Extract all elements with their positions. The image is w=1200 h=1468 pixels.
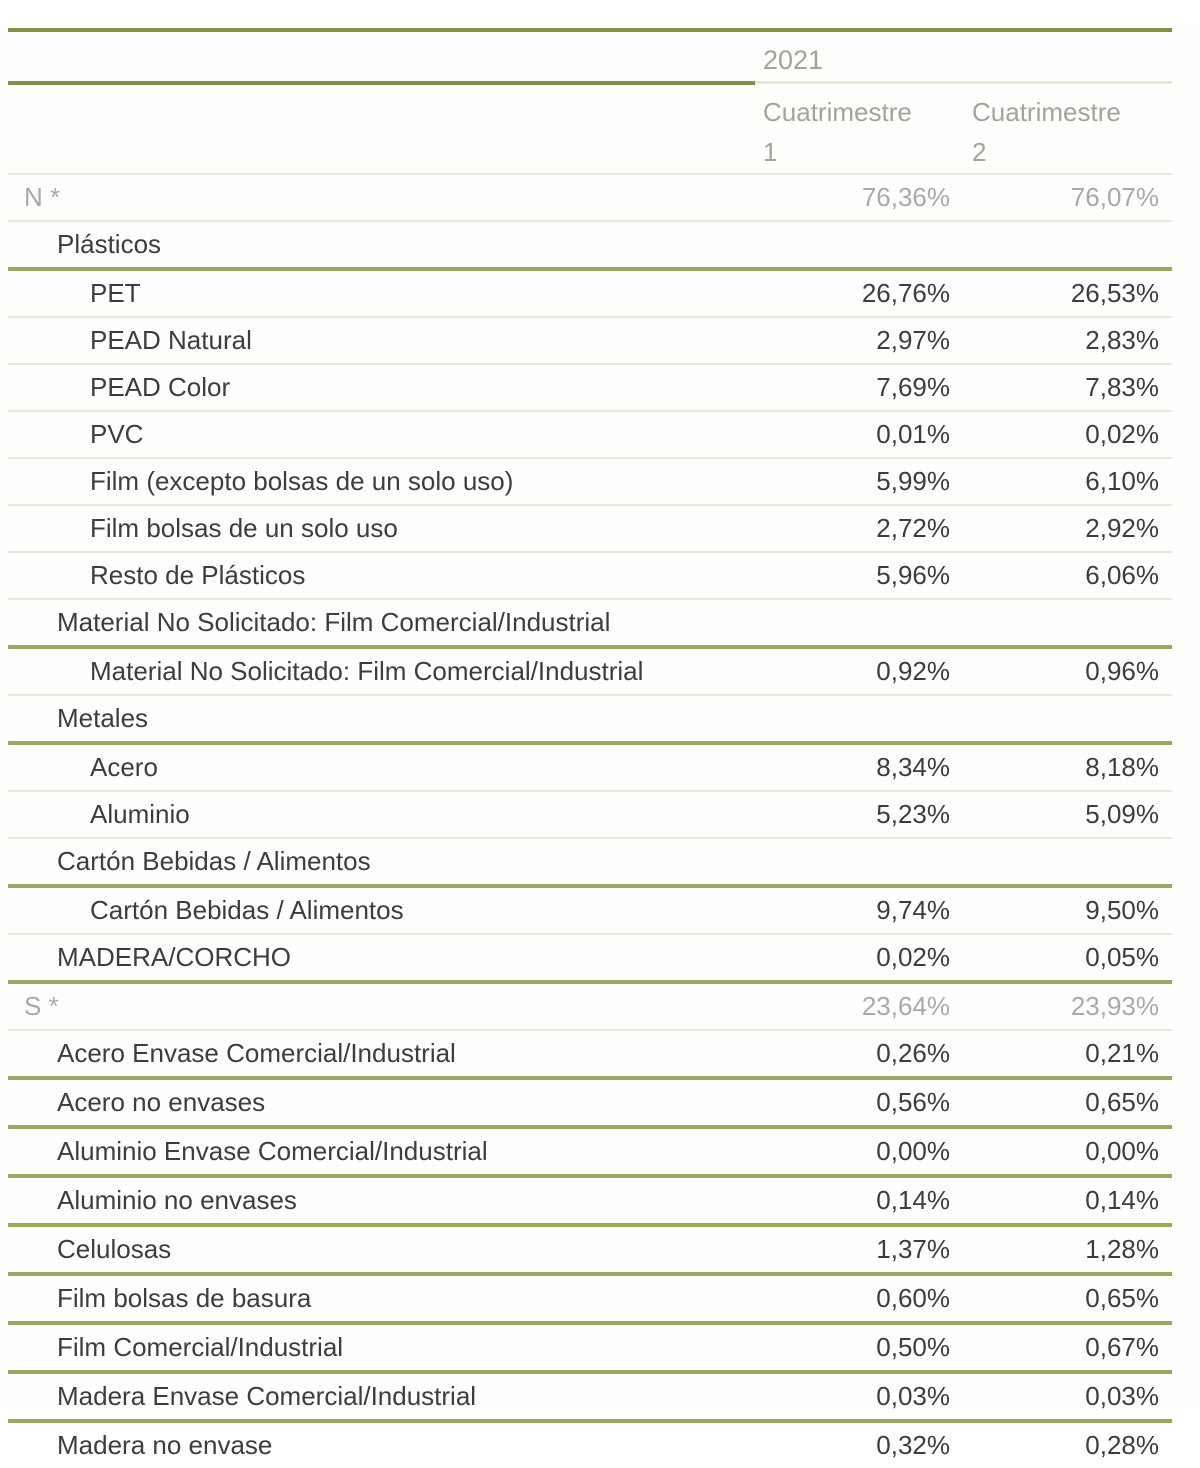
year-header: 2021 — [755, 30, 1172, 83]
table-row — [8, 317, 1172, 364]
value-cuatrimestre-1: 0,14% — [755, 1176, 960, 1225]
value-cuatrimestre-2 — [960, 599, 1172, 647]
value-cuatrimestre-2: 2,92% — [960, 505, 1172, 552]
value-cuatrimestre-1 — [755, 599, 960, 647]
row-label: Film (excepto bolsas de un solo uso) — [8, 458, 755, 505]
value-cuatrimestre-2: 0,65% — [960, 1274, 1172, 1323]
table-row — [8, 886, 1172, 934]
value-cuatrimestre-1: 5,23% — [755, 791, 960, 838]
value-cuatrimestre-2: 0,05% — [960, 934, 1172, 982]
table-row — [8, 364, 1172, 411]
row-label: PEAD Color — [8, 364, 755, 411]
table-row — [8, 838, 1172, 886]
value-cuatrimestre-1: 2,72% — [755, 505, 960, 552]
value-cuatrimestre-2: 0,02% — [960, 411, 1172, 458]
table-row — [8, 599, 1172, 647]
value-cuatrimestre-2: 26,53% — [960, 269, 1172, 317]
table-row — [8, 695, 1172, 743]
row-label: Celulosas — [8, 1225, 755, 1274]
row-label: S * — [8, 982, 755, 1030]
table-row — [8, 934, 1172, 982]
value-cuatrimestre-1: 76,36% — [755, 174, 960, 221]
value-cuatrimestre-1: 0,00% — [755, 1127, 960, 1176]
value-cuatrimestre-1: 26,76% — [755, 269, 960, 317]
value-cuatrimestre-2: 23,93% — [960, 982, 1172, 1030]
row-label: Plásticos — [8, 221, 755, 269]
table-row — [8, 647, 1172, 695]
value-cuatrimestre-1: 0,03% — [755, 1372, 960, 1421]
table-row — [8, 1078, 1172, 1127]
value-cuatrimestre-2 — [960, 221, 1172, 269]
value-cuatrimestre-1: 2,97% — [755, 317, 960, 364]
value-cuatrimestre-1: 7,69% — [755, 364, 960, 411]
column-header-label: Cuatrimestre 1 — [763, 97, 912, 167]
row-label: Madera Envase Comercial/Industrial — [8, 1372, 755, 1421]
table-row — [8, 505, 1172, 552]
row-label: Film bolsas de basura — [8, 1274, 755, 1323]
value-cuatrimestre-2: 9,50% — [960, 886, 1172, 934]
row-label: Material No Solicitado: Film Comercial/Industrial — [8, 599, 755, 647]
value-cuatrimestre-2: 2,83% — [960, 317, 1172, 364]
value-cuatrimestre-1: 0,56% — [755, 1078, 960, 1127]
row-label: Resto de Plásticos — [8, 552, 755, 599]
column-header-cuatrimestre-2[interactable] — [960, 83, 1172, 174]
row-label: Cartón Bebidas / Alimentos — [8, 838, 755, 886]
row-label: Film Comercial/Industrial — [8, 1323, 755, 1372]
value-cuatrimestre-1 — [755, 838, 960, 886]
row-label: PVC — [8, 411, 755, 458]
row-label: Acero — [8, 743, 755, 791]
value-cuatrimestre-2: 8,18% — [960, 743, 1172, 791]
value-cuatrimestre-2 — [960, 695, 1172, 743]
row-label: Madera no envase — [57, 1429, 273, 1460]
table-row — [8, 552, 1172, 599]
empty-header-cell — [8, 30, 755, 83]
value-cuatrimestre-1: 0,92% — [755, 647, 960, 695]
report-page — [0, 28, 1200, 1460]
value-cuatrimestre-1: 0,60% — [755, 1274, 960, 1323]
row-label: Acero Envase Comercial/Industrial — [8, 1030, 755, 1078]
value-cuatrimestre-1 — [755, 221, 960, 269]
value-cuatrimestre-2: 0,03% — [960, 1372, 1172, 1421]
table-row — [8, 982, 1172, 1030]
value-cuatrimestre-2: 0,00% — [960, 1127, 1172, 1176]
value-cuatrimestre-1: 0,26% — [755, 1030, 960, 1078]
table-row — [8, 1176, 1172, 1225]
value-cuatrimestre-1: 0,01% — [755, 411, 960, 458]
value-cuatrimestre-1: 9,74% — [755, 886, 960, 934]
row-label: Aluminio — [8, 791, 755, 838]
table-row — [8, 458, 1172, 505]
table-row — [8, 791, 1172, 838]
empty-header-cell — [8, 83, 755, 174]
value-cuatrimestre-1: 0,32% — [876, 1429, 950, 1460]
row-label: PET — [8, 269, 755, 317]
value-cuatrimestre-1: 23,64% — [755, 982, 960, 1030]
row-label: Aluminio no envases — [8, 1176, 755, 1225]
column-header-row — [8, 83, 1172, 174]
table-row — [8, 1274, 1172, 1323]
value-cuatrimestre-2: 6,06% — [960, 552, 1172, 599]
row-label: Aluminio Envase Comercial/Industrial — [8, 1127, 755, 1176]
row-label: N * — [8, 174, 755, 221]
row-label: Cartón Bebidas / Alimentos — [8, 886, 755, 934]
table-row — [8, 1421, 1172, 1468]
row-label: MADERA/CORCHO — [8, 934, 755, 982]
row-label: PEAD Natural — [8, 317, 755, 364]
row-label: Film bolsas de un solo uso — [8, 505, 755, 552]
column-header-label: Cuatrimestre 2 — [972, 97, 1121, 167]
table-row — [8, 1225, 1172, 1274]
value-cuatrimestre-1: 0,02% — [755, 934, 960, 982]
value-cuatrimestre-2: 7,83% — [960, 364, 1172, 411]
value-cuatrimestre-2: 1,28% — [960, 1225, 1172, 1274]
value-cuatrimestre-1: 0,50% — [755, 1323, 960, 1372]
value-cuatrimestre-1: 1,37% — [755, 1225, 960, 1274]
value-cuatrimestre-2: 6,10% — [960, 458, 1172, 505]
value-cuatrimestre-2: 76,07% — [960, 174, 1172, 221]
table-row — [8, 269, 1172, 317]
table-row — [8, 1372, 1172, 1421]
value-cuatrimestre-2: 0,21% — [960, 1030, 1172, 1078]
pivot-table — [8, 28, 1172, 1468]
table-row — [8, 174, 1172, 221]
row-label: Acero no envases — [8, 1078, 755, 1127]
value-cuatrimestre-1: 8,34% — [755, 743, 960, 791]
value-cuatrimestre-2: 0,14% — [960, 1176, 1172, 1225]
value-cuatrimestre-2 — [960, 838, 1172, 886]
value-cuatrimestre-2: 0,65% — [960, 1078, 1172, 1127]
row-label: Metales — [8, 695, 755, 743]
year-header-row — [8, 30, 1172, 83]
value-cuatrimestre-1 — [755, 695, 960, 743]
column-header-cuatrimestre-1[interactable] — [755, 83, 960, 174]
table-row — [8, 411, 1172, 458]
row-label: Material No Solicitado: Film Comercial/Industrial — [8, 647, 755, 695]
table-row — [8, 1323, 1172, 1372]
value-cuatrimestre-1: 5,96% — [755, 552, 960, 599]
table-row — [8, 1127, 1172, 1176]
value-cuatrimestre-2: 5,09% — [960, 791, 1172, 838]
table-row — [8, 221, 1172, 269]
value-cuatrimestre-1: 5,99% — [755, 458, 960, 505]
table-row — [8, 1030, 1172, 1078]
value-cuatrimestre-2: 0,28% — [1085, 1429, 1160, 1460]
value-cuatrimestre-2: 0,67% — [960, 1323, 1172, 1372]
value-cuatrimestre-2: 0,96% — [960, 647, 1172, 695]
table-row — [8, 743, 1172, 791]
